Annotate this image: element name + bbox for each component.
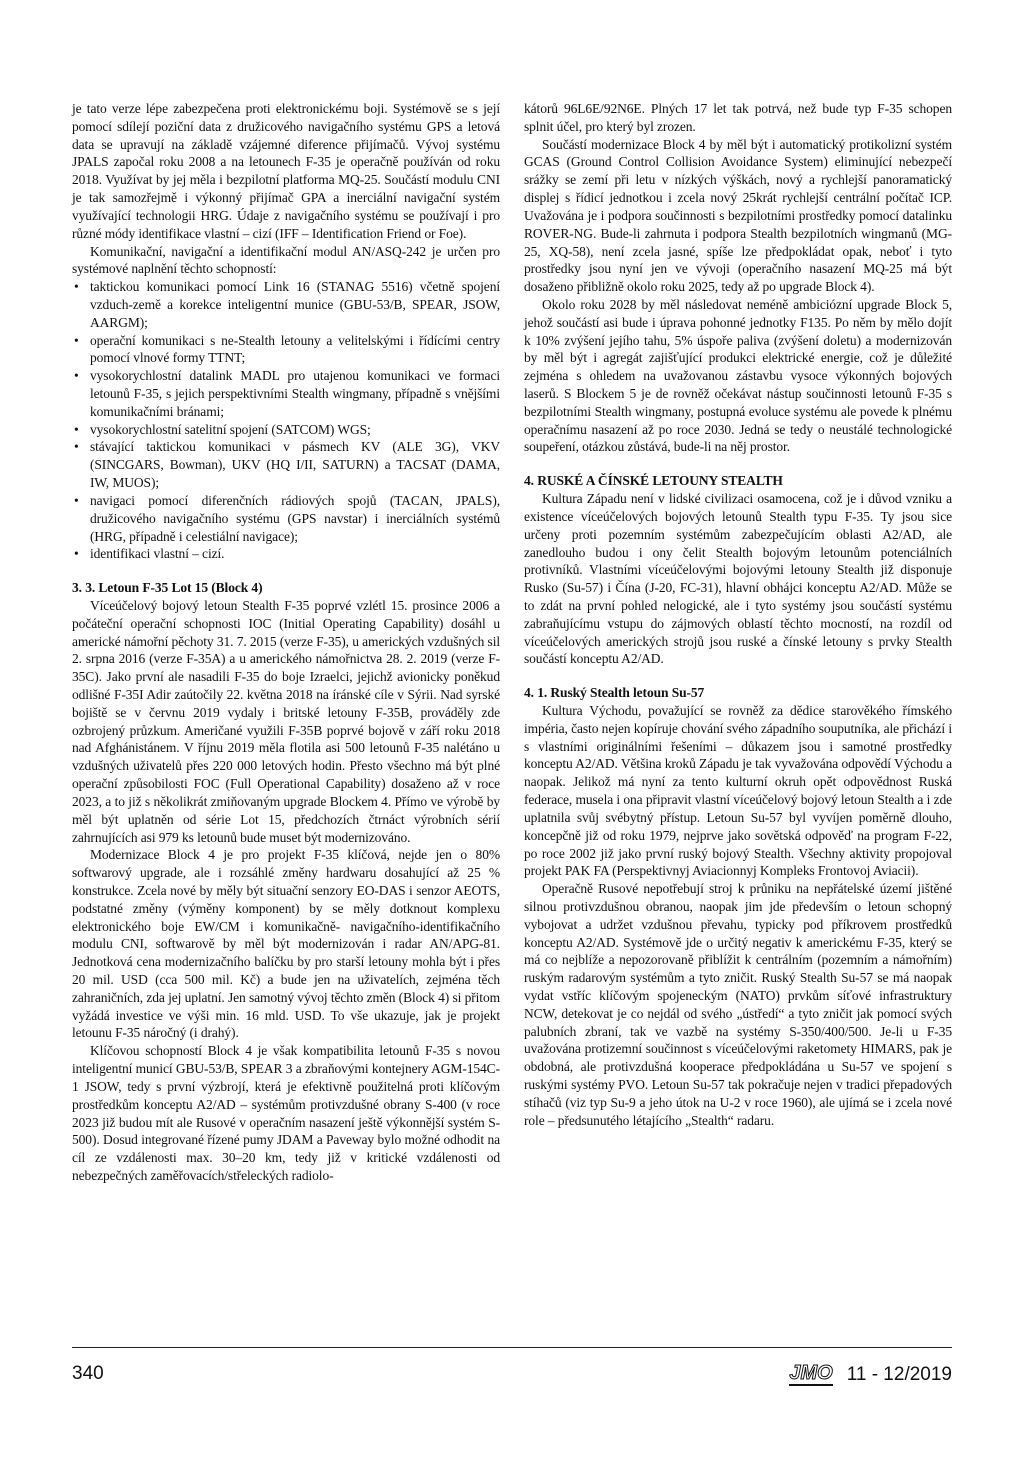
right-column	[524, 100, 952, 1130]
list-item: • navigaci pomocí diferenčních rádiových spojů (TACAN, JPALS), družicového navigačního systému (GPS navstar) i inerciálních systémů (HRG, případně i celestiální navigace);	[72, 492, 500, 545]
list-item: • taktickou komunikaci pomocí Link 16 (STANAG 5516) včetně spojení vzduch-země a korekce inteligentní munice (GBU-53/B, SPEAR, JSOW, AARGM);	[72, 278, 500, 331]
paragraph: Součástí modernizace Block 4 by měl být i automatický protikolizní systém GCAS (Ground Control Collision Avoidance System) eliminující nebezpečí srážky se zemí při letu v nízkých výškách, nový a rychlejší panoramatický displej s řídicí jednotkou i zcela nový 25krát rychlejší centrální počítač ICP. Uvažována je i podpora součinnosti s bezpilotními prostředky pomocí datalinku ROVER-NG. Bude-li zahrnuta i podpora Stealth bezpilotních wingmanů (MG-25, XQ-58), není zcela jasné, spíše lze předpokládat opak, neboť i tyto prostředky jsou nyní jen ve vývoji (operačního nasazení MQ-25 má být dosaženo přibližně okolo roku 2025, tedy až po upgrade Block 4).	[524, 136, 952, 295]
paragraph: Operačně Rusové nepotřebují stroj k průniku na nepřátelské území jištěné silnou protivzdušnou obranou, naopak jim jde především o letoun schopný vybojovat a udržet vzdušnou převahu, typicky pod příkrovem prostředků konceptu A2/AD. Systémově jde o určitý negativ k americkému F-35, který se má co nejblíže a nepozorovaně přiblížit k centrálním (pozemním a námořním) ruským radarovým systémům a tyto zničit. Ruský Stealth Su-57 se má naopak vydat vstříc klíčovým spojeneckým (NATO) prvkům síťové infrastruktury NCW, detekovat je co nejdál od svého „ústředí“ a tyto zničit jak pomocí svých palubních zbraní, tak ve vazbě na systémy S-350/400/500. Je-li u F-35 uvažována protizemní součinnost s víceúčelovými raketomety HIMARS, pak je obdobná, ale protivzdušná kooperace předpokládána u Su-57 ve spojení s ruskými systémy PVO. Letoun Su-57 tak pokračuje nejen v tradici přepadových stíhačů (viz typ Su-9 a jeho útok na U-2 v roce 1960), ale ujímá se i zcela nové role – předsunutého létajícího „Stealth“ radaru.	[524, 881, 952, 1128]
footer-issue	[789, 1363, 952, 1386]
list-item: • operační komunikaci s ne-Stealth letouny a velitelskými i řídícími centry pomocí vlnové formy TTNT;	[72, 332, 500, 368]
paragraph: Kultura Západu není v lidské civilizaci osamocena, což je i důvod vzniku a existence víceúčelových bojových letounů Stealth typu F-35. Ty jsou sice určeny proti pozemním systémům zabezpečujícím oblasti A2/AD, ale zanedlouho budou i ony čelit Stealth bojovým letounům potenciálních protivníků. Vlastními víceúčelovými bojovými letouny Stealth již disponuje Rusko (Su-57) i Čína (J-20, FC-31), hlavní obhájci konceptu A2/AD. Může se to zdát na první pohled nelogické, ale i tyto systémy jsou součástí systému zabraňujícímu vstupu do zájmových oblastí těchto mocností, na rozdíl od víceúčelových amerických strojů jsou ruské a čínské letouny s prvky Stealth součástí konceptu A2/AD.	[524, 491, 952, 667]
page-number: 340	[72, 1363, 104, 1384]
paragraph: Kultura Východu, považující se rovněž za dědice starověkého římského impéria, často nejen kopíruje chování svého západního souputníka, ale přichází i s vlastními originálními řešeními – důkazem jsou i samotné prostředky konceptu A2/AD. Většina kroků Západu je tak vyvažována odpovědí Východu a naopak. Jelikož má nyní za tento kulturní okruh opět odpovědnost Ruská federace, musela i ona připravit vlastní víceúčelový bojový letoun Stealth a i zde uplatnila svůj svébytný přístup. Letoun Su-57 byl vyvíjen poměrně dlouho, koncepčně již od roku 1979, nejprve jako sovětská odpověď na program F-22, po roce 2002 již jako první ruský bojový Stealth. Všechny aktivity propojoval projekt PAK FA (Perspektivnyj Aviacionnyj Kompleks Frontovoj Aviacii).	[524, 703, 952, 879]
list-item: • vysokorychlostní datalink MADL pro utajenou komunikaci ve formaci letounů F-35, s jejich perspektivními Stealth wingmany, případně s vnějšími komunikačními bránami;	[72, 367, 500, 420]
paragraph: je tato verze lépe zabezpečena proti elektronickému boji. Systémově se s její pomocí sdílejí poziční data z družicového navigačního systému GPS a letová data se upravují na základě vzájemné diference přijímačů. Vývoj systému JPALS započal roku 2008 a na letounech F-35 je operačně používán od roku 2018. Využívat by jej měla i bezpilotní platforma MQ-25. Součástí modulu CNI je tak samozřejmě i výkonný přijímač GPA a inerciální navigační systém využívající technologii HRG. Údaje z navigačního systému se používají i pro různé módy identifikace vlastní – cizí (IFF – Identification Friend or Foe).	[72, 101, 500, 241]
list-item: • stávající taktickou komunikaci v pásmech KV (ALE 3G), VKV (SINCGARS, Bowman), UKV (HQ I/II, SATURN) a TACSAT (DAMA, IW, MUOS);	[72, 438, 500, 491]
paragraph: kátorů 96L6E/92N6E. Plných 17 let tak potrvá, než bude typ F-35 schopen splnit účel, pro který byl zrozen.	[524, 101, 952, 134]
paragraph: Víceúčelový bojový letoun Stealth F-35 poprvé vzlétl 15. prosince 2006 a počáteční operační schopnosti IOC (Initial Operating Capability) dosáhl u americké námořní pěchoty 31. 7. 2015 (verze F-35), u amerických vzdušných sil 2. srpna 2016 (verze F-35A) a u amerického námořnictva 28. 2. 2019 (verze F-35C). Jako první ale nasadili F-35 do boje Izraelci, jejichž avionicky poněkud odlišné F-35I Adir zaútočily 22. května 2018 na íránské cíle v Sýrii. Nad syrské bojiště se v červnu 2019 vydaly i britské letouny F-35B, prováděly zde ozbrojený průzkum. Američané využili F-35B poprvé bojově v září roku 2018 nad Afghánistánem. V říjnu 2019 měla flotila asi 500 letounů F-35 nalétáno u vzdušných uživatelů přes 220 000 letových hodin. Přesto všechno má být plné operační způsobilosti FOC (Full Operational Capability) dosaženo až v roce 2023, a to již s několikrát zmiňovaným upgrade Blockem 4. Přímo ve výrobě by měl být uplatněn od série Lot 15, předchozích čtrnáct výrobních sérií zahrnujících asi 979 ks letounů bude muset být modernizováno.	[72, 597, 500, 845]
list-item: • vysokorychlostní satelitní spojení (SATCOM) WGS;	[72, 421, 500, 439]
left-column	[72, 100, 500, 1185]
footer-rule	[72, 1347, 952, 1348]
capability-list	[72, 278, 500, 563]
section-heading: 3. 3. Letoun F-35 Lot 15 (Block 4)	[72, 580, 263, 596]
section-heading: 4. RUSKÉ A ČÍNSKÉ LETOUNY STEALTH	[524, 473, 783, 489]
list-item: • identifikaci vlastní – cizí.	[72, 545, 500, 563]
paragraph: Komunikační, navigační a identifikační modul AN/ASQ-242 je určen pro systémové naplnění těchto schopností:	[72, 243, 500, 277]
issue-number: 11 - 12/2019	[846, 1363, 952, 1385]
section-heading: 4. 1. Ruský Stealth letoun Su-57	[524, 685, 705, 701]
paragraph: Klíčovou schopností Block 4 je však kompatibilita letounů F-35 s novou inteligentní municí GBU-53/B, SPEAR 3 a zbraňovými kontejnery AGM-154C-1 JSOW, tedy s první výzbrojí, která je efektivně použitelná proti klíčovým prostředkům konceptu A2/AD – systémům protivzdušné obrany S-400 (v roce 2023 již budou mít ale Rusové v operačním nasazení ještě výkonnější systém S-500). Dosud integrované řízené pumy JDAM a Paveway bylo možné odhodit na cíl ze vzdálenosti max. 30–20 km, tedy již v kritické vzdálenosti od nebezpečných zaměřovacích/střeleckých radiolo-	[72, 1043, 500, 1183]
journal-logo: JMO	[789, 1362, 833, 1384]
paragraph: Modernizace Block 4 je pro projekt F-35 klíčová, nejde jen o 80% softwarový upgrade, ale i rozsáhlé změny hardwaru dosahující až 25 % konstrukce. Zcela nové by měly být situační senzory EO-DAS i senzor AEOTS, podstatné změny (výměny komponent) by se měly dotknout komplexu elektronického boje EW/CM i komunikačně- navigačního-identifikačního modulu CNI, softwarově by měl být modernizován i radar AN/APG-81. Jednotková cena modernizačního balíčku by pro starší letouny mohla být i přes 20 mil. USD (cca 500 mil. Kč) a bude jen na uživatelích, zejména těch zahraničních, zda jej uplatní. Jen samotný vývoj těchto změn (Block 4) si přitom vyžádá investice ve výši min. 16 mld. USD. To vše ukazuje, jak je projekt letounu F-35 náročný (i drahý).	[72, 847, 500, 1041]
paragraph: Okolo roku 2028 by měl následovat neméně ambiciózní upgrade Block 5, jehož součástí asi bude i úprava pohonné jednotky F135. Po něm by mělo dojít k 10% zvýšení jejího tahu, 5% úspoře paliva (zvýšení doletu) a modernizován by měl být i agregát zajišťující produkci elektrické energie, což je důležité zejména s ohledem na uvažovanou zástavbu vysoce výkonných bojových laserů. S Blockem 5 je de rovněž očekávat nástup součinnosti letounů F-35 s bezpilotními Stealth wingmany, postupná evoluce systému ale povede k plnému operačnímu nasazení až po roce 2030. Jedná se tedy o neustálé technologické soupeření, otázkou zůstává, bude-li na něj prostor.	[524, 296, 952, 455]
